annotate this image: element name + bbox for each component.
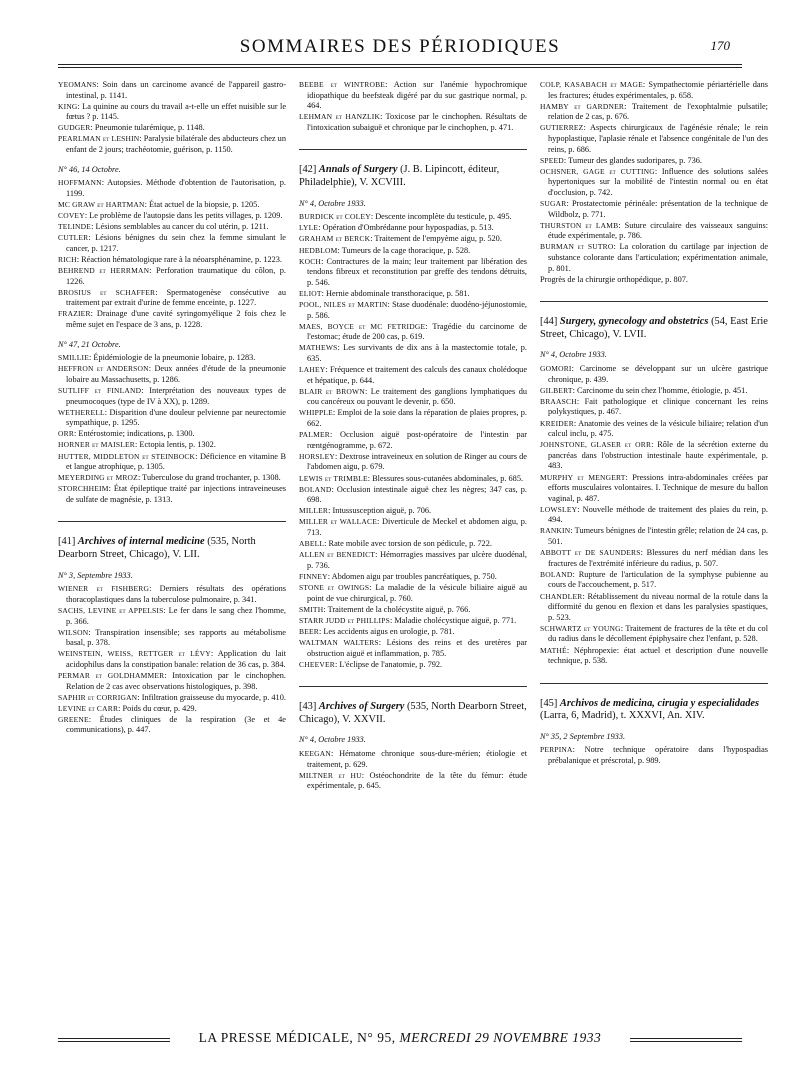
- article-author: GREENE: [58, 714, 89, 724]
- article-text: : Autopsies. Méthode d'obtention de l'autorisation, p. 1199.: [66, 178, 286, 198]
- article-author: PEARLMAN et LESHIN: [58, 134, 140, 144]
- article-text: : Rôle de la sécrétion externe du pancréas dans l'obstruction intestinale haute expérimentale, p. 483.: [548, 440, 768, 471]
- article-entry: [299, 300, 527, 321]
- article-entry: [58, 123, 286, 134]
- column-3: [540, 80, 768, 767]
- section-heading: [44] Surgery, gynecology and obstetrics (54, East Erie Street, Chicago), V. LVII.: [540, 316, 768, 340]
- article-text: : Traitement de fractures de la tête et du col du radius dans le décollement épiphysaire chez l'enfant, p. 528.: [548, 623, 769, 644]
- article-author: WHIPPLE: [299, 408, 333, 418]
- article-entry: [299, 474, 527, 485]
- article-text: : Sympathectomie périartérielle dans les fractures; études expérimentales, p. 658.: [548, 80, 768, 100]
- article-author: WEINSTEIN, WEISS, RETTGER et LÉVY: [58, 649, 211, 659]
- article-text: : Les survivants de dix ans à la mastectomie totale, p. 635.: [307, 343, 527, 363]
- article-entry: [58, 266, 286, 287]
- article-entry: [540, 386, 768, 397]
- article-text: : Action sur l'anémie hypochromique idiopathique du beefsteak digéré par du suc gastrique normal, p. 464.: [307, 80, 528, 111]
- header-rule: [58, 64, 742, 68]
- article-entry: [58, 408, 286, 429]
- article-entry: [540, 167, 768, 199]
- article-text: : Ectopia lentis, p. 1302.: [135, 440, 216, 450]
- article-author: SCHWARTZ et YOUNG: [540, 623, 621, 633]
- article-text: : Rétablissement du niveau normal de la rotule dans la difformité du genou en flexion et dans les paralysies spastiques, p. 523.: [548, 591, 768, 622]
- article-author: LEVINE et CARR: [58, 703, 119, 713]
- article-text: : Intussusception aiguë, p. 706.: [328, 506, 432, 516]
- page-number: 170: [710, 38, 730, 53]
- article-entry: [540, 397, 768, 418]
- article-author: ABBOTT et DE SAUNDERS: [540, 548, 641, 558]
- article-author: MILLER: [299, 506, 329, 516]
- article-author: MURPHY et MENGERT: [540, 472, 626, 482]
- article-author: FRAZIER: [58, 309, 91, 319]
- article-text: : Tumeurs de la cage thoracique, p. 528.: [337, 245, 471, 255]
- article-entry: [540, 473, 768, 505]
- article-text: : Lésions semblables au cancer du col utérin, p. 1211.: [91, 222, 269, 232]
- article-text: : Opération d'Ombrédanne pour hypospadias, p. 513.: [318, 223, 494, 233]
- article-text: : Hématome chronique sous-dure-mérien; étiologie et traitement, p. 629.: [307, 748, 527, 769]
- article-entry: [58, 309, 286, 330]
- article-text: : Dextrose intraveineux en solution de Ringer au cours de l'abdomen aigu, p. 679.: [307, 451, 527, 472]
- article-text: : Études cliniques de la respiration (3e et 4e communications), p. 447.: [66, 714, 286, 735]
- article-entry: [58, 606, 286, 627]
- article-text: Progrès de la chirurgie orthopédique, p. 807.: [540, 274, 689, 284]
- article-entry: [58, 255, 286, 266]
- article-text: : Tumeur des glandes sudoripares, p. 736.: [563, 155, 702, 165]
- article-text: : Traitement de l'empyème aigu, p. 520.: [370, 234, 502, 244]
- article-entry: [299, 572, 527, 583]
- article-author: KEEGAN: [299, 748, 332, 758]
- article-text: : Emploi de la soie dans la réparation de plaies propres, p. 662.: [307, 408, 527, 429]
- article-entry: [58, 80, 286, 101]
- article-author: PERMAR et GOLDHAMMER: [58, 671, 165, 680]
- article-entry: [540, 102, 768, 123]
- section-heading: [41] Archives of internal medicine (535, North Dearborn Street, Chicago), V. LII.: [58, 536, 256, 561]
- article-author: LEHMAN et HANZLIK: [299, 112, 381, 122]
- article-text: : Blessures du nerf médian dans les fractures de l'extrémité inférieure du radius, p. 507.: [548, 548, 768, 568]
- article-author: POOL, NILES et MARTIN: [299, 300, 388, 309]
- article-author: THURSTON et LAMB: [540, 220, 619, 230]
- article-text: : Lésions des reins et des uretères par obstruction aiguë et inflammation, p. 785.: [307, 637, 527, 658]
- article-text: : Soin dans un carcinome avancé de l'appareil gastro-intestinal, p. 1141.: [66, 80, 286, 100]
- article-author: JOHNSTONE, GLASER et ORR: [540, 440, 652, 450]
- article-entry: [540, 592, 768, 624]
- article-author: LAHEY: [299, 365, 326, 375]
- article-text: : Fréquence et traitement des calculs des canaux cholédoque et hépatique, p. 644.: [307, 365, 527, 385]
- article-entry: [540, 364, 768, 385]
- article-entry: [58, 484, 286, 505]
- article-text: : Déficience en vitamine B et langue atrophique, p. 1305.: [66, 451, 286, 472]
- article-author: WILSON: [58, 627, 89, 637]
- article-text: : Suture circulaire des vaisseaux sanguins: étude expérimentale, p. 786.: [548, 220, 769, 241]
- article-author: MC GRAW et HARTMAN: [58, 199, 145, 209]
- article-entry: [299, 80, 527, 112]
- article-author: HEDBLOM: [299, 245, 338, 255]
- article-text: : Deux années d'étude de la pneumonie lobaire au Massachusetts, p. 1286.: [66, 364, 286, 384]
- article-text: : Interprétation des nouveaux types de pneumocoques (type de IV à XX), p. 1289.: [66, 385, 286, 406]
- article-author: LYLE: [299, 223, 319, 233]
- article-text: : Hémorragies massives par ulcère duodénal, p. 736.: [307, 550, 527, 570]
- article-entry: [58, 628, 286, 649]
- article-entry: [540, 624, 768, 645]
- section-divider: [540, 301, 768, 302]
- article-entry: [540, 242, 768, 274]
- article-author: HEFFRON et ANDERSON: [58, 364, 149, 374]
- article-text: : Carcinome du sein chez l'homme, étiologie, p. 451.: [572, 385, 748, 395]
- article-entry: [299, 387, 527, 408]
- article-text: : Rate mobile avec torsion de son pédicule, p. 722.: [324, 539, 492, 549]
- article-entry: [58, 386, 286, 407]
- article-entry: [299, 223, 527, 234]
- article-text: : Ostéochondrite de la tête du fémur: étude expérimentale, p. 645.: [307, 770, 527, 791]
- article-text: : Toxicose par le cinchophen. Résultats de l'intoxication subaiguë et chronique par le cinchophen, p. 471.: [307, 112, 527, 132]
- article-text: : Hernie abdominale transthoracique, p. 581.: [321, 288, 470, 298]
- article-entry: [299, 322, 527, 343]
- article-author: PALMER: [299, 430, 330, 440]
- issue-date: N° 4, Octobre 1933.: [299, 198, 366, 208]
- section-heading: [42] Annals of Surgery (J. B. Lipincott, éditeur, Philadelphie), V. XCVIII.: [299, 164, 500, 189]
- article-text: : Pressions intra-abdominales créées par efforts musculaires volontaires. I. Technique de mesure du ballon vaginal, p. 487.: [548, 472, 769, 503]
- article-entry: [299, 246, 527, 257]
- article-author: LEWIS et TRIMBLE: [299, 473, 368, 483]
- article-author: BLAIR et BROWN: [299, 386, 365, 396]
- article-entry: [540, 548, 768, 569]
- article-author: STORCHHEIM: [58, 484, 109, 494]
- article-entry: [58, 222, 286, 233]
- article-entry: [299, 212, 527, 223]
- article-author: WALTMAN WALTERS: [299, 637, 379, 647]
- article-entry: [540, 156, 768, 167]
- article-entry: [540, 419, 768, 440]
- article-entry: [299, 506, 527, 517]
- article-author: ABELL: [299, 539, 325, 549]
- article-text: : Nouvelle méthode de traitement des plaies du rein, p. 494.: [548, 504, 768, 525]
- article-entry: [58, 200, 286, 211]
- article-entry: [299, 771, 527, 792]
- article-author: BRAASCH: [540, 396, 577, 406]
- article-entry: [58, 473, 286, 484]
- article-text: : Application du lait acidophilus dans la constipation banale: relation de 36 cas, p. 384.: [66, 649, 286, 669]
- article-text: : Rupture de l'articulation de la symphyse pubienne au cours de l'accouchement, p. 517.: [548, 569, 768, 590]
- article-text: : Tuberculose du grand trochanter, p. 1308.: [137, 473, 281, 483]
- article-entry: [299, 112, 527, 133]
- article-text: : La quinine au cours du travail a-t-elle un effet nuisible sur le fœtus ? p. 1145.: [66, 101, 286, 122]
- article-author: BURDICK et COLEY: [299, 212, 371, 222]
- article-text: : Traitement de l'exophtalmie pulsatile; relation de 2 cas, p. 676.: [548, 101, 768, 122]
- article-author: SACHS, LEVINE et APPELSIS: [58, 605, 164, 615]
- article-text: : Fait pathologique et clinique concernant les reins polykystiques, p. 467.: [548, 396, 768, 417]
- article-text: : Occlusion aiguë post-opératoire de l'intestin par rœntgénogramme, p. 672.: [307, 430, 527, 450]
- article-text: : Perforation traumatique du côlon, p. 1226.: [66, 266, 286, 286]
- article-author: STARR JUDD et PHILLIPS: [299, 615, 390, 625]
- article-author: HAMBY et GARDNER: [540, 101, 625, 111]
- article-text: : Contractures de la main; leur traitement par libération des tendons fibreux et reconstitution par greffe des tendons détruits, p. 546.: [307, 256, 527, 287]
- article-author: HORNER et MAISLER: [58, 440, 136, 450]
- article-author: BURMAN et SUTRO: [540, 242, 614, 252]
- article-text: : Épidémiologie de la pneumonie lobaire, p. 1283.: [88, 353, 256, 363]
- article-entry: [540, 80, 768, 101]
- article-entry: [299, 408, 527, 429]
- article-author: BEER: [299, 626, 319, 636]
- article-author: OCHSNER, GAGE et CUTTING: [540, 166, 655, 176]
- issue-date: N° 47, 21 Octobre.: [58, 339, 121, 349]
- article-text: : Prostatectomie périnéale: présentation de la technique de Wildbolz, p. 771.: [548, 199, 768, 219]
- article-entry: [58, 671, 286, 692]
- issue-date: N° 4, Octobre 1933.: [299, 735, 366, 745]
- article-author: MATHEWS: [299, 343, 338, 353]
- article-entry: [58, 102, 286, 123]
- article-text: : Descente incomplète du testicule, p. 495.: [370, 212, 512, 222]
- article-entry: [540, 526, 768, 547]
- article-text: : Stase duodénale: duodéno-jéjunostomie, p. 586.: [307, 300, 527, 320]
- article-entry: [58, 211, 286, 222]
- article-text: : Influence des solutions salées hypertoniques sur la mobilité de l'intestin normal ou en état d'occlusion, p. 742.: [548, 166, 768, 197]
- article-text: : Néphropexie: état actuel et description d'une nouvelle technique, p. 538.: [548, 645, 768, 666]
- article-entry: [299, 660, 527, 671]
- issue-date: N° 3, Septembre 1933.: [58, 570, 133, 580]
- article-author: BOLAND: [299, 484, 332, 494]
- article-text: : Aspects chirurgicaux de l'agénésie rénale; le rein hypoplastique, l'aplasie rénale et l'absence congénitale de l'un des reins, p. 686.: [548, 123, 768, 154]
- article-entry: [299, 234, 527, 245]
- article-entry: [299, 343, 527, 364]
- article-author: SAPHIR et CORRIGAN: [58, 692, 138, 702]
- article-entry: [540, 275, 768, 286]
- article-text: : Entérostomie; indications, p. 1300.: [74, 429, 195, 439]
- article-text: : Pneumonie tularémique, p. 1148.: [90, 123, 205, 133]
- article-author: SPEED: [540, 155, 564, 165]
- article-text: : La maladie de la vésicule biliaire aiguë au point de vue chirurgical, p. 760.: [307, 582, 527, 603]
- article-text: : Le problème de l'autopsie dans les petits villages, p. 1209.: [84, 211, 283, 221]
- article-entry: [299, 485, 527, 506]
- article-entry: [299, 517, 527, 538]
- article-author: KREIDER: [540, 418, 574, 428]
- article-author: MAES, BOYCE et MC FETRIDGE: [299, 321, 426, 331]
- column-2: [299, 80, 527, 792]
- section-divider: [58, 521, 286, 522]
- article-entry: [58, 452, 286, 473]
- article-text: : Traitement de la cholécystite aiguë, p. 766.: [323, 604, 471, 614]
- article-entry: [540, 570, 768, 591]
- article-entry: [58, 440, 286, 451]
- article-entry: [540, 745, 768, 766]
- article-author: SMILLIE: [58, 353, 89, 363]
- article-author: CUTLER: [58, 233, 89, 243]
- article-text: : Notre technique opératoire dans l'hypospadias prébalanique et préscrotal, p. 989.: [548, 745, 768, 766]
- section-divider: [299, 686, 527, 687]
- page-title: SOMMAIRES DES PÉRIODIQUES: [239, 36, 561, 57]
- article-author: BROSIUS et SCHAFFER: [58, 287, 156, 297]
- article-entry: [299, 583, 527, 604]
- article-author: BEHREND et HERRMAN: [58, 266, 150, 275]
- article-author: SUGAR: [540, 199, 567, 209]
- article-text: : Le fer dans le sang chez l'homme, p. 366.: [66, 605, 286, 626]
- footer-rule: [58, 1038, 170, 1042]
- article-text: : Le traitement des ganglions lymphatiques du cou cancéreux ou pouvant le devenir, p. 650.: [307, 386, 528, 407]
- article-author: BOLAND: [540, 569, 573, 579]
- article-text: : Spermatogenèse consécutive au traitement par extrait d'urine de femme enceinte, p. 1227.: [66, 287, 286, 308]
- article-author: WETHERELL: [58, 407, 105, 417]
- article-entry: [299, 616, 527, 627]
- article-text: : État actuel de la biopsie, p. 1205.: [144, 199, 260, 209]
- article-entry: [58, 178, 286, 199]
- issue-date: N° 4, Octobre 1933.: [540, 350, 607, 360]
- article-author: SMITH: [299, 604, 324, 614]
- article-text: : Tragédie du carcinome de l'estomac; étude de 200 cas, p. 619.: [307, 321, 527, 342]
- article-author: KING: [58, 101, 78, 111]
- article-entry: [58, 704, 286, 715]
- article-author: WIENER et FISHBERG: [58, 584, 150, 594]
- article-author: GRAHAM et BERCK: [299, 234, 371, 244]
- article-text: : Poids du cœur, p. 429.: [118, 703, 197, 713]
- article-author: COVEY: [58, 211, 85, 221]
- article-entry: [299, 550, 527, 571]
- article-text: : Lésions bénignes du sein chez la femme simulant le cancer, p. 1217.: [66, 233, 286, 253]
- article-author: COLP, KASABACH et MAGE: [540, 80, 643, 89]
- article-entry: [299, 627, 527, 638]
- article-entry: [299, 749, 527, 770]
- article-entry: [58, 288, 286, 309]
- article-entry: [540, 440, 768, 472]
- article-author: BEEBE et WINTROBE: [299, 80, 386, 89]
- article-author: LOWSLEY: [540, 504, 578, 514]
- article-author: MEYERDING et MROZ: [58, 473, 138, 483]
- article-entry: [540, 123, 768, 155]
- article-author: ORR: [58, 429, 75, 439]
- article-entry: [299, 452, 527, 473]
- article-text: : Occlusion intestinale aiguë chez les nègres; 347 cas, p. 698.: [307, 484, 527, 505]
- article-text: : La coloration du cartilage par injection de substance colorante dans l'articulation; expérimentation animale, p. 801.: [548, 242, 768, 273]
- article-entry: [540, 505, 768, 526]
- article-author: HOFFMANN: [58, 178, 102, 188]
- article-text: : Les accidents aigus en urologie, p. 781.: [318, 626, 455, 636]
- article-text: : Carcinome se développant sur un ulcère gastrique chronique, p. 439.: [548, 364, 768, 384]
- article-text: : Anatomie des veines de la vésicule biliaire; relation d'un calcul inclu, p. 475.: [548, 418, 768, 439]
- article-entry: [299, 430, 527, 451]
- article-entry: [58, 233, 286, 254]
- article-entry: [299, 257, 527, 289]
- article-author: MILLER et WALLACE: [299, 517, 378, 527]
- article-author: KOCH: [299, 256, 322, 266]
- article-author: PERPINA: [540, 745, 573, 755]
- article-entry: [58, 584, 286, 605]
- article-author: MILTNER et HU: [299, 770, 362, 780]
- article-author: ALLEN et BENEDICT: [299, 550, 376, 560]
- section-heading: [43] Archives of Surgery (535, North Dearborn Street, Chicago), V. XXVII.: [299, 701, 527, 725]
- article-entry: [540, 646, 768, 667]
- article-entry: [299, 638, 527, 659]
- article-text: : Transpiration insensible; ses rapports au métabolisme basal, p. 378.: [66, 627, 286, 648]
- section-divider: [299, 149, 527, 150]
- article-author: HUTTER, MIDDLETON et STEINBOCK: [58, 451, 196, 461]
- article-author: RANKIN: [540, 526, 571, 536]
- footer-masthead: LA PRESSE MÉDICALE, N° 95, MERCREDI 29 NOVEMBRE 1933: [198, 1030, 602, 1045]
- article-author: HORSLEY: [299, 451, 335, 461]
- article-text: : Diverticule de Meckel et abdomen aigu, p. 713.: [307, 517, 527, 537]
- issue-date: N° 46, 14 Octobre.: [58, 164, 121, 174]
- article-text: : Disparition d'une douleur pelvienne par neurectomie sympathique, p. 1295.: [66, 407, 286, 428]
- article-author: GUTIERREZ: [540, 123, 584, 133]
- article-text: : Réaction hématologique rare à la néoarsphénamine, p. 1223.: [76, 254, 282, 264]
- section-divider: [540, 683, 768, 684]
- article-text: : L'éclipse de l'anatomie, p. 792.: [334, 659, 443, 669]
- article-author: RICH: [58, 254, 77, 264]
- article-text: : Abdomen aigu par troubles pancréatiques, p. 750.: [327, 571, 497, 581]
- article-text: : Paralysie bilatérale des abducteurs chez un enfant de 2 jours; trachéotomie, guérison, p. 1150.: [66, 134, 286, 155]
- article-author: TELINDE: [58, 222, 92, 232]
- article-author: GUDGER: [58, 123, 91, 133]
- article-text: : Intoxication par le cinchophen. Relation de 2 cas avec observations histologiques, p. 398.: [66, 671, 286, 691]
- article-author: SUTLIFF et FINLAND: [58, 385, 142, 395]
- article-author: MATHÉ: [540, 645, 567, 655]
- article-text: : Derniers résultats des opérations thoracoplastiques dans la tuberculose pulmonaire, p. 341.: [66, 584, 287, 604]
- article-entry: [58, 134, 286, 155]
- article-entry: [58, 429, 286, 440]
- article-entry: [58, 649, 286, 670]
- article-text: : Drainage d'une cavité syringomyélique 2 fois chez le même sujet en l'espace de 3 ans, p. 1228.: [66, 309, 286, 329]
- article-author: CHEEVER: [299, 659, 335, 669]
- article-entry: [58, 715, 286, 736]
- article-entry: [299, 539, 527, 550]
- section-heading: [45] Archivos de medicina, cirugia y especialidades (Larra, 6, Madrid), t. XXXVI, An. XIV.: [540, 697, 760, 722]
- article-entry: [299, 605, 527, 616]
- article-entry: [540, 199, 768, 220]
- article-author: YEOMANS: [58, 80, 97, 89]
- article-entry: [58, 693, 286, 704]
- article-entry: [540, 221, 768, 242]
- article-author: GOMORI: [540, 364, 572, 374]
- article-entry: [58, 353, 286, 364]
- article-text: : Tumeurs bénignes de l'intestin grêle; relation de 24 cas, p. 501.: [548, 526, 768, 547]
- issue-date: N° 35, 2 Septembre 1933.: [540, 731, 626, 741]
- article-author: FINNEY: [299, 571, 328, 581]
- footer-rule: [630, 1038, 742, 1042]
- article-author: CHANDLER: [540, 591, 583, 601]
- column-1: [58, 80, 286, 737]
- article-text: : Infiltration graisseuse du myocarde, p. 410.: [137, 692, 286, 702]
- article-text: : État épileptique traité par injections intraveineuses de sulfate de magnésie, p. 1313.: [66, 484, 286, 504]
- article-text: : Blessures sous-cutanées abdominales, p. 685.: [367, 473, 524, 483]
- article-text: : Maladie cholécystique aiguë, p. 771.: [389, 615, 517, 625]
- article-entry: [299, 365, 527, 386]
- article-author: STONE et OWINGS: [299, 582, 370, 592]
- article-entry: [58, 364, 286, 385]
- article-author: GILBERT: [540, 385, 573, 395]
- article-entry: [299, 289, 527, 300]
- article-author: ELIOT: [299, 288, 322, 298]
